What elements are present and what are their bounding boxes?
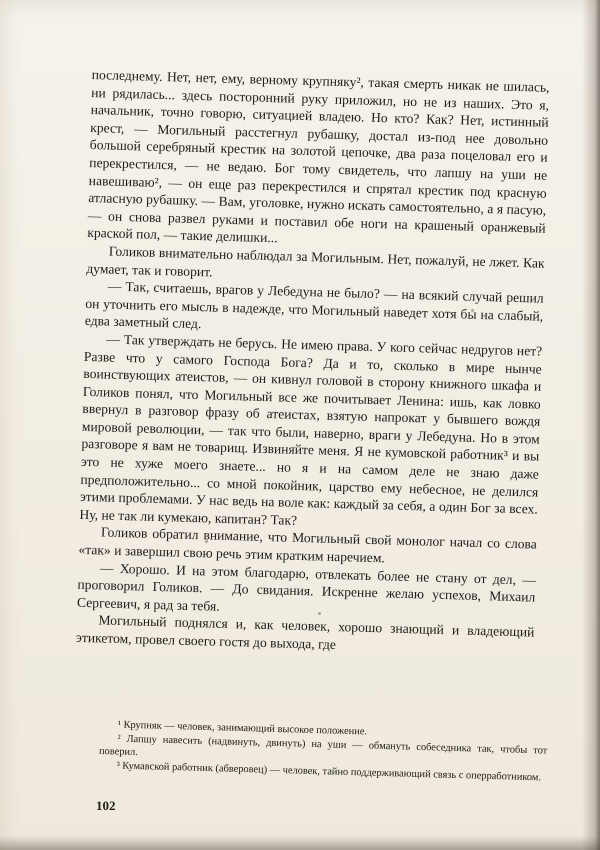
footnote-1: ¹ Крупняк — человек, занимающий высокое положение. bbox=[117, 719, 368, 738]
paragraph-5: Голиков обратил внимание, что Могильный свой монолог начал со слова «так» и завершил свою речь этим кратким наречием. bbox=[78, 524, 538, 566]
print-speck bbox=[205, 540, 208, 543]
footnote-3: ³ Кумавской работник (абверовец) — человек, тайно поддерживающий связь с оперработником. bbox=[116, 760, 542, 784]
footnote-2: ² Лапшу навесить (надвинуть, двинуть) на уши — обмануть собеседника так, чтобы тот поверил. bbox=[98, 733, 548, 759]
footnotes bbox=[98, 718, 547, 785]
paragraph-1: последнему. Нет, нет, ему, верному крупняку², такая смерть никак не шилась, ни рядилась... здесь посторонний руку приложил, но не из наших. Это я, начальник, точно говорю, ситуацией владею. Но кто? Как? Нет, истинный крест, — Могильный расстегнул рубашку, достал из-под нее довольно большой серебряный крестик на золотой цепочке, два раза поцеловал его и перекрестился, — не ведаю. Бог тому свидетель, что лапшу на уши не навешиваю², — он еще раз перекрестился и спрятал крестик под красную атласную рубашку. — Вам, уголовке, нужно искать самостоятельно, а я пасую, — он снова развел руками и поставил обе ноги на крашеный оранжевый краской пол, — такие делишки... bbox=[87, 66, 550, 246]
paragraph-4: — Так утверждать не берусь. Не имею права. У кого сейчас недругов нет? Разве что у самого Господа Бога? Да и то, сколько в мире нынче воинствующих атеистов, — он кивнул головой в сторону книжного шкафа и Голиков понял, что Могильный все же почитывает Ленина: ишь, как ловко ввернул в разговор фразу об атеистах, взятую напрокат у бывшего вождя мировой революции, — так что были, наверно, враги у Лебедуна. Но в этом разговоре я вам не товарищ. Извиняйте меня. Я не кумовской работник³ и вы это не хуже моего знаете... но я и на самом деле не знаю даже предположительно... со мной покойник, царство ему небесное, не делился этими проблемами. У нас ведь на воле как: каждый за себя, а один Бог за всех. Ну, не так ли кумекаю, капитан? Так? bbox=[79, 331, 543, 528]
print-speck bbox=[318, 612, 321, 615]
paragraph-3: — Так, считаешь, врагов у Лебедуна не было? — на всякий случай решил он уточнить его мысль в надежде, что Могильный наведет хотя бы на слабый, едва заметный след. bbox=[84, 278, 544, 332]
print-speck bbox=[471, 309, 474, 312]
main-text bbox=[76, 66, 550, 659]
scan-edge-shadow bbox=[582, 0, 600, 850]
paragraph-2: Голиков внимательно наблюдал за Могильным. Нет, пожалуй, не лжет. Как думает, так и говорит. bbox=[86, 243, 545, 279]
page-number: 102 bbox=[96, 798, 116, 813]
paragraph-6: — Хорошо. И на этом благодарю, отвлекать более не стану от дел, — проговорил Голиков. — До свидания. Искренне желаю успехов, Михаил Сергеевич, я рад за тебя. bbox=[76, 560, 537, 614]
scan-bottom-shadow bbox=[0, 836, 600, 850]
paragraph-7: Могильный поднялся и, как человек, хорошо знающий и владеющий этикетом, провел своего гостя до выхода, где bbox=[75, 612, 535, 653]
